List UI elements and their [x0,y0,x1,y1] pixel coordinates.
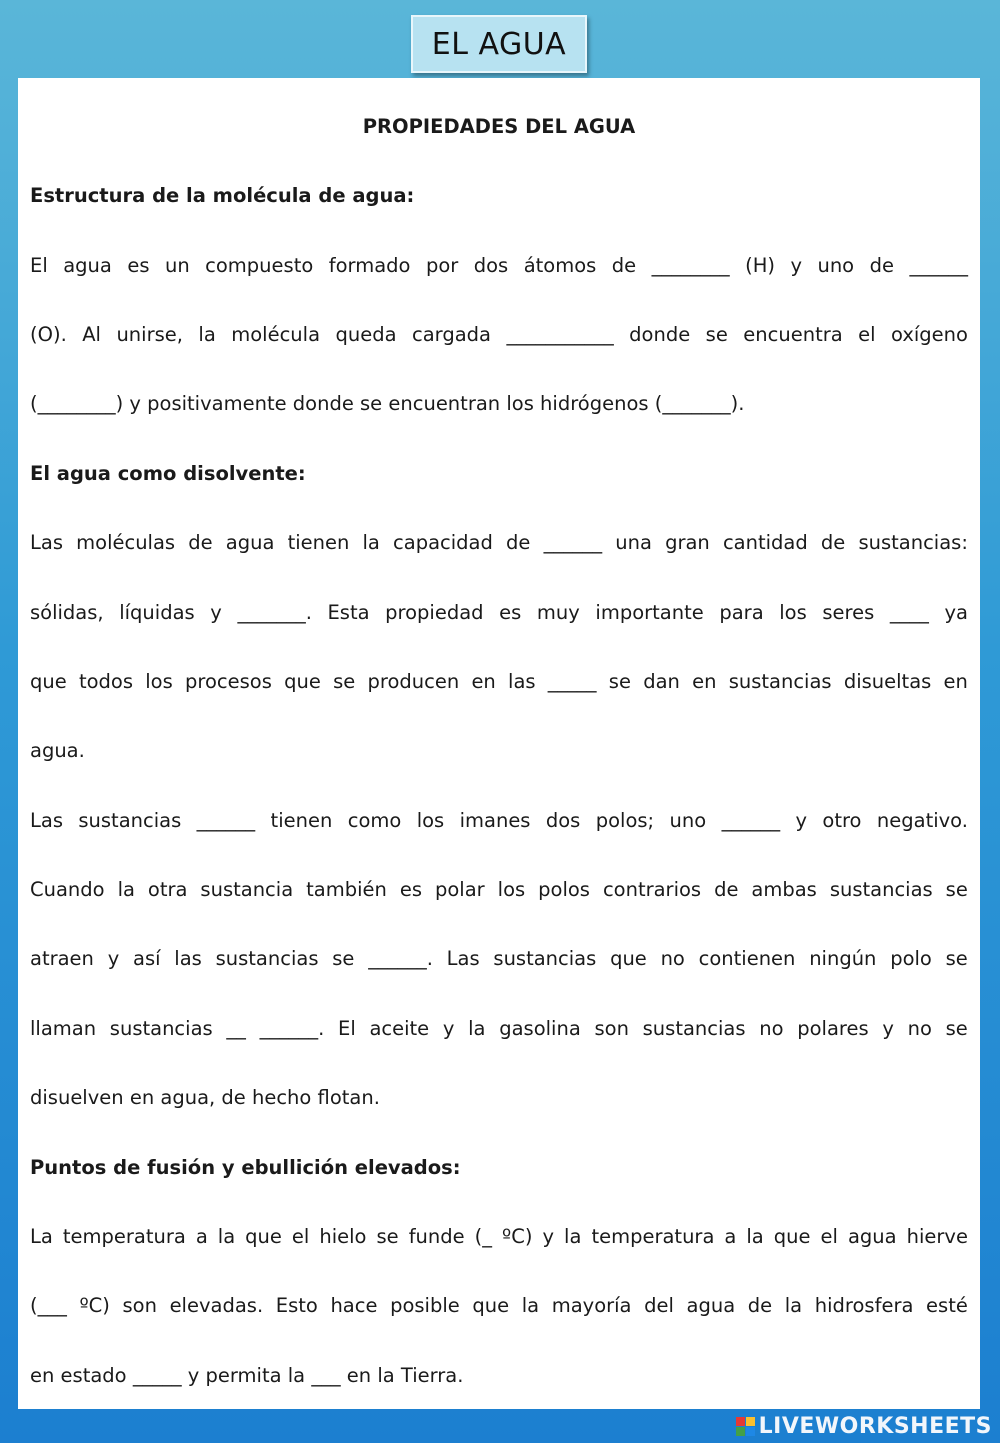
word: ____ [889,601,929,624]
word: se [945,947,968,970]
word: posible [390,1294,460,1317]
word: funde [408,1225,465,1248]
word: temperatura [591,1225,715,1248]
word: que [245,1225,282,1248]
word: Esto [275,1294,318,1317]
paragraph-solvent-line-2 [30,601,968,625]
word: llaman [30,1017,97,1040]
word: la [564,1225,582,1248]
word: La [30,1225,53,1248]
word: se [705,323,728,346]
word: sustancias: [858,531,968,554]
paragraph-polar-line-5: disuelven en agua, de hecho flotan. [30,1086,380,1109]
paragraph-temperature-line-3: en estado _____ y permita la ___ en la Tierra. [30,1364,464,1387]
word: la [784,1294,803,1317]
heading-melting-boiling: Puntos de fusión y ebullición elevados: [30,1156,461,1179]
word: el [858,323,876,346]
word: la [468,1017,486,1040]
heading-solvent: El agua como disolvente: [30,462,306,485]
word: de [188,531,213,554]
word: producen [367,670,460,693]
word: sustancia [200,878,294,901]
word: formado [328,254,411,277]
word: que [284,670,321,693]
word: y [107,947,120,970]
paragraph-temperature-line-2 [30,1294,968,1318]
word: Cuando [30,878,105,901]
word: agua [225,531,275,554]
word: moléculas [76,531,176,554]
word: que [610,947,647,970]
word: dan [643,670,680,693]
word: El [30,254,48,277]
word: a [724,1225,737,1248]
paragraph-temperature-line-1 [30,1225,968,1249]
word: capacidad [393,531,493,554]
word: líquidas [119,601,195,624]
word: las [508,670,536,693]
word: la [521,1294,540,1317]
paragraph-polar-line-4 [30,1017,968,1041]
word: hace [330,1294,378,1317]
word: el [291,1225,310,1248]
word: (O). [30,323,67,346]
word: El [338,1017,356,1040]
word: en [943,670,968,693]
word: por [425,254,459,277]
word: (___ [30,1294,67,1317]
word: Las [30,809,63,832]
word: agua [686,1294,736,1317]
word: se [376,1225,399,1248]
word: y [210,601,222,624]
word: queda [335,323,397,346]
word: Las [30,531,63,554]
word: del [644,1294,674,1317]
word: y [795,809,807,832]
word: esté [926,1294,968,1317]
paragraph-polar-line-2 [30,878,968,902]
word: ºC) [502,1225,533,1248]
word: no [660,947,685,970]
word: los [497,878,526,901]
word: y [882,1017,894,1040]
paragraph-structure-line-1 [30,254,968,278]
word: de [869,254,894,277]
word: agua [63,254,112,277]
word: polar [434,878,485,901]
word: uno [669,809,707,832]
word: de [506,531,531,554]
word: como [347,809,402,832]
word: negativo. [876,809,968,832]
paragraph-structure-line-2 [30,323,968,347]
word: cantidad [722,531,808,554]
word: _______. [237,601,312,624]
word: la [362,531,380,554]
word: (H) [745,254,775,277]
word: los [779,601,807,624]
word: uno [817,254,855,277]
word: se [945,1017,968,1040]
word: sustancias [642,1017,746,1040]
word: y [542,1225,555,1248]
word: otra [147,878,188,901]
word: la [117,878,135,901]
word: es [499,601,522,624]
word: de [611,254,637,277]
word: hidrosfera [814,1294,914,1317]
word: y [790,254,802,277]
word: que [773,1225,811,1248]
word: ningún [809,947,877,970]
word: agua [847,1225,897,1248]
word: sustancias [78,809,182,832]
paragraph-solvent-line-3 [30,670,968,694]
word: también [306,878,387,901]
word: sustancias [493,947,597,970]
word: las [174,947,202,970]
word: sólidas, [30,601,104,624]
word: en [471,670,496,693]
word: ambas [751,878,817,901]
word: cargada [412,323,491,346]
word: en [692,670,717,693]
word: otro [822,809,862,832]
word: sustancias [728,670,832,693]
word: sustancias [829,878,933,901]
word: ______. [259,1017,325,1040]
paragraph-solvent-line-1 [30,531,968,555]
word: polos; [595,809,655,832]
word: gasolina [499,1017,581,1040]
word: molécula [231,323,321,346]
word: son [594,1017,629,1040]
word: polos [538,878,590,901]
word: dos [545,809,581,832]
word: (_ [474,1225,493,1248]
word: la [217,1225,236,1248]
footer-brand-text: LIVEWORKSHEETS [758,1414,992,1439]
word: ºC) [79,1294,110,1317]
word: de [714,878,739,901]
word: átomos [523,254,597,277]
word: de [820,531,846,554]
paragraph-structure-line-3: (________) y positivamente donde se encuentran los hidrógenos (_______). [30,392,745,415]
word: procesos [185,670,272,693]
word: tienen [270,809,333,832]
word: gran [665,531,710,554]
word: Las [446,947,480,970]
word: contienen [698,947,796,970]
word: polares [797,1017,869,1040]
word: __ [226,1017,246,1040]
word: se [333,670,356,693]
word: importante [595,601,704,624]
word: que [30,670,67,693]
word: unirse, [116,323,183,346]
heading-structure: Estructura de la molécula de agua: [30,184,415,207]
paragraph-polar-line-1 [30,809,968,833]
paragraph-solvent-line-4: agua. [30,739,85,762]
word: ______. [368,947,433,970]
word: ya [944,601,968,624]
word: los [416,809,445,832]
word: contrarios [602,878,702,901]
word: donde [629,323,691,346]
word: seres [822,601,875,624]
word: temperatura [62,1225,186,1248]
word: dos [473,254,509,277]
word: a [195,1225,208,1248]
word: hierve [906,1225,968,1248]
word: ________ [651,254,730,277]
word: no [759,1017,784,1040]
word: se [332,947,355,970]
word: ______ [543,531,603,554]
word: _____ [547,670,597,693]
word: disueltas [843,670,932,693]
word: hielo [319,1225,367,1248]
word: imanes [459,809,531,832]
liveworksheets-logo [736,1414,992,1439]
word: aceite [369,1017,430,1040]
word: es [399,878,423,901]
word: el [820,1225,838,1248]
word: atraen [30,947,94,970]
word: oxígeno [891,323,968,346]
word: ______ [196,809,256,832]
word: tienen [287,531,350,554]
word: y [442,1017,455,1040]
word: Al [82,323,101,346]
word: la [746,1225,764,1248]
word: así [133,947,161,970]
word: de [747,1294,773,1317]
word: no [907,1017,932,1040]
word: los [145,670,173,693]
word: se [608,670,631,693]
word: para [719,601,764,624]
word: la [198,323,216,346]
word: propiedad [385,601,484,624]
worksheet-page [18,78,980,1409]
word: se [945,878,968,901]
word: muy [536,601,580,624]
word: polo [890,947,932,970]
word: elevadas. [169,1294,264,1317]
word: ______ [721,809,781,832]
word: ______ [909,254,968,277]
word: Esta [327,601,370,624]
word: sustancias [109,1017,213,1040]
worksheet-title: EL AGUA [411,15,587,73]
liveworksheets-logo-icon [736,1417,755,1436]
word: todos [78,670,134,693]
paragraph-polar-line-3 [30,947,968,971]
word: encuentra [743,323,843,346]
word: son [122,1294,157,1317]
word: que [472,1294,510,1317]
word: mayoría [551,1294,632,1317]
word: una [615,531,652,554]
word: compuesto [205,254,314,277]
word: un [164,254,190,277]
word: es [127,254,150,277]
word: ___________ [506,323,614,346]
word: sustancias [215,947,319,970]
section-title: PROPIEDADES DEL AGUA [362,115,636,138]
